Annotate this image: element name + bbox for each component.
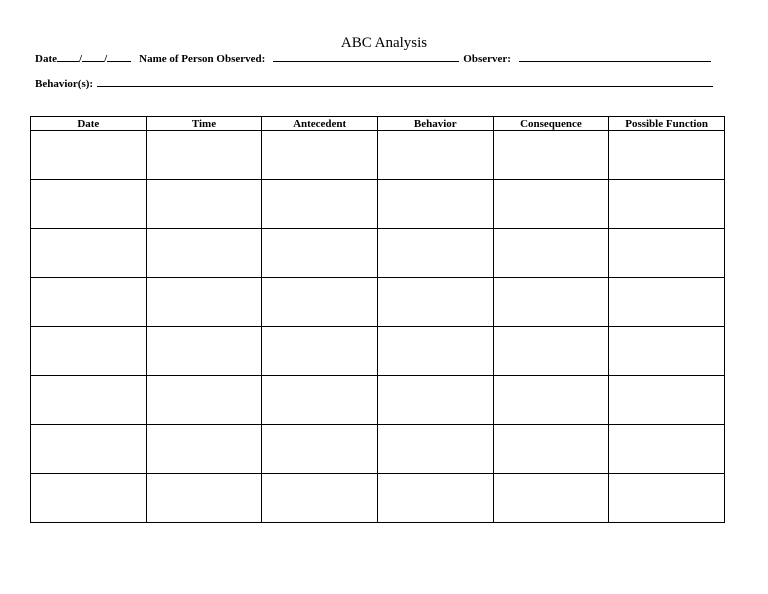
behaviors-field[interactable] xyxy=(97,76,713,87)
cell-date[interactable] xyxy=(31,229,147,278)
date-sep-1: / xyxy=(79,53,83,65)
cell-behavior[interactable] xyxy=(377,180,493,229)
column-header-behavior: Behavior xyxy=(377,117,493,131)
cell-possible-function[interactable] xyxy=(609,425,725,474)
cell-date[interactable] xyxy=(31,474,147,523)
column-header-time: Time xyxy=(146,117,262,131)
cell-behavior[interactable] xyxy=(377,278,493,327)
table-row xyxy=(31,180,725,229)
cell-consequence[interactable] xyxy=(493,474,609,523)
column-header-possible-function: Possible Function xyxy=(609,117,725,131)
column-header-consequence: Consequence xyxy=(493,117,609,131)
cell-time[interactable] xyxy=(146,425,262,474)
date-month-field[interactable] xyxy=(57,51,79,62)
cell-time[interactable] xyxy=(146,376,262,425)
column-header-date: Date xyxy=(31,117,147,131)
person-observed-label: Name of Person Observed: xyxy=(139,53,266,65)
header-line-1 xyxy=(35,51,711,66)
page-title: ABC Analysis xyxy=(340,35,428,51)
observer-label: Observer: xyxy=(463,53,511,65)
cell-behavior[interactable] xyxy=(377,131,493,180)
table-row xyxy=(31,474,725,523)
cell-possible-function[interactable] xyxy=(609,180,725,229)
date-year-field[interactable] xyxy=(107,51,131,62)
table-row xyxy=(31,425,725,474)
cell-possible-function[interactable] xyxy=(609,474,725,523)
cell-possible-function[interactable] xyxy=(609,376,725,425)
cell-antecedent[interactable] xyxy=(262,180,378,229)
cell-consequence[interactable] xyxy=(493,278,609,327)
table-row xyxy=(31,327,725,376)
cell-behavior[interactable] xyxy=(377,474,493,523)
column-header-antecedent: Antecedent xyxy=(262,117,378,131)
behaviors-label: Behavior(s): xyxy=(35,78,94,90)
cell-consequence[interactable] xyxy=(493,229,609,278)
table-row xyxy=(31,131,725,180)
cell-antecedent[interactable] xyxy=(262,425,378,474)
cell-antecedent[interactable] xyxy=(262,229,378,278)
cell-possible-function[interactable] xyxy=(609,327,725,376)
cell-date[interactable] xyxy=(31,376,147,425)
table-row xyxy=(31,229,725,278)
cell-behavior[interactable] xyxy=(377,376,493,425)
person-observed-field[interactable] xyxy=(273,51,459,62)
cell-antecedent[interactable] xyxy=(262,131,378,180)
cell-time[interactable] xyxy=(146,229,262,278)
cell-time[interactable] xyxy=(146,327,262,376)
cell-behavior[interactable] xyxy=(377,425,493,474)
cell-date[interactable] xyxy=(31,425,147,474)
cell-behavior[interactable] xyxy=(377,229,493,278)
cell-time[interactable] xyxy=(146,131,262,180)
date-label: Date xyxy=(35,53,57,65)
cell-possible-function[interactable] xyxy=(609,229,725,278)
cell-consequence[interactable] xyxy=(493,425,609,474)
cell-date[interactable] xyxy=(31,278,147,327)
cell-possible-function[interactable] xyxy=(609,278,725,327)
date-sep-2: / xyxy=(104,53,108,65)
cell-time[interactable] xyxy=(146,180,262,229)
date-day-field[interactable] xyxy=(82,51,104,62)
table-body xyxy=(31,131,725,523)
cell-antecedent[interactable] xyxy=(262,278,378,327)
cell-antecedent[interactable] xyxy=(262,376,378,425)
cell-antecedent[interactable] xyxy=(262,327,378,376)
cell-consequence[interactable] xyxy=(493,376,609,425)
cell-date[interactable] xyxy=(31,327,147,376)
cell-consequence[interactable] xyxy=(493,327,609,376)
abc-table xyxy=(30,116,725,523)
table-row xyxy=(31,278,725,327)
header-line-2 xyxy=(35,76,713,91)
cell-date[interactable] xyxy=(31,131,147,180)
cell-behavior[interactable] xyxy=(377,327,493,376)
cell-time[interactable] xyxy=(146,278,262,327)
cell-date[interactable] xyxy=(31,180,147,229)
cell-possible-function[interactable] xyxy=(609,131,725,180)
table-row xyxy=(31,376,725,425)
cell-antecedent[interactable] xyxy=(262,474,378,523)
cell-consequence[interactable] xyxy=(493,180,609,229)
table-header-row xyxy=(31,117,725,131)
cell-consequence[interactable] xyxy=(493,131,609,180)
cell-time[interactable] xyxy=(146,474,262,523)
observer-field[interactable] xyxy=(519,51,711,62)
